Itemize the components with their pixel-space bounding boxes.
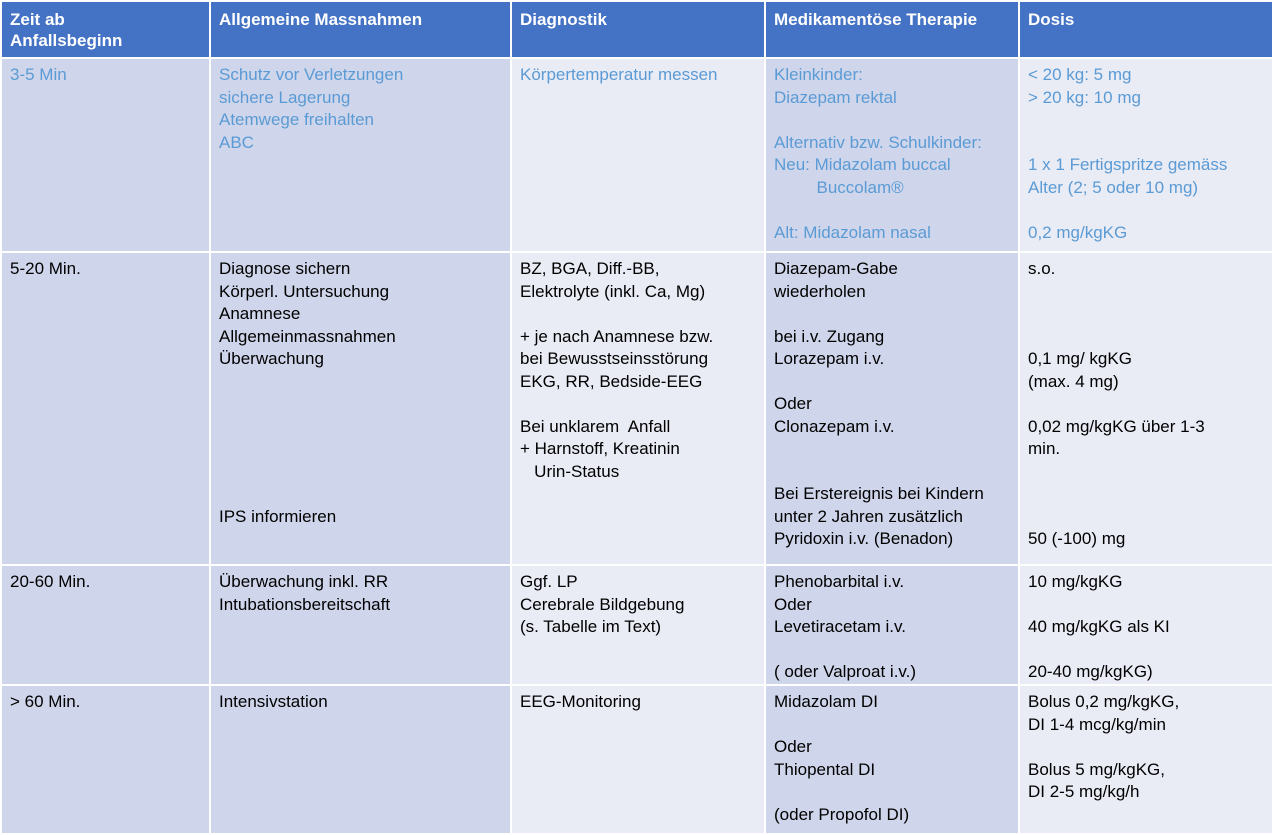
header-dose: Dosis	[1019, 1, 1272, 58]
cell-line: Kleinkinder:	[774, 65, 863, 84]
cell-line: Buccolam®	[774, 177, 904, 197]
cell-line: BZ, BGA, Diff.-BB,	[520, 259, 660, 278]
cell-line	[774, 109, 1010, 132]
cell-line	[1028, 639, 1264, 662]
cell-line: 3-5 Min	[10, 65, 67, 84]
cell-line	[1028, 326, 1264, 349]
cell-line: DI 2-5 mg/kg/h	[1028, 782, 1140, 801]
cell-line: 40 mg/kgKG als KI	[1028, 617, 1170, 636]
cell-line	[520, 393, 756, 416]
time-cell	[1, 685, 210, 834]
cell-line	[219, 371, 502, 394]
cell-line	[774, 781, 1010, 804]
cell-line: 20-60 Min.	[10, 572, 91, 591]
cell-line: EKG, RR, Bedside-EEG	[520, 371, 703, 391]
cell-line: unter 2 Jahren zusätzlich	[774, 506, 963, 526]
cell-line: (max. 4 mg)	[1028, 371, 1119, 391]
dose-cell	[1019, 685, 1272, 834]
cell-line: DI 1-4 mcg/kg/min	[1028, 714, 1166, 734]
cell-line	[520, 303, 756, 326]
cell-line: Urin-Status	[520, 461, 620, 481]
dose-cell	[1019, 252, 1272, 565]
cell-line	[1028, 303, 1264, 326]
cell-line: bei Bewusstseinsstörung	[520, 349, 709, 368]
cell-line: Atemwege freihalten	[219, 110, 374, 129]
time-cell	[1, 58, 210, 252]
cell-line: Diazepam-Gabe	[774, 259, 898, 278]
cell-line: Clonazepam i.v.	[774, 416, 895, 436]
cell-line	[219, 438, 502, 461]
cell-line	[219, 483, 502, 506]
cell-line: Schutz vor Verletzungen	[219, 65, 404, 84]
cell-line: + je nach Anamnese bzw.	[520, 326, 714, 346]
cell-line: > 60 Min.	[10, 692, 81, 711]
diagnostics-cell	[511, 685, 765, 834]
therapy-cell	[765, 685, 1019, 834]
cell-line: 10 mg/kgKG	[1028, 572, 1123, 591]
cell-line: Überwachung inkl. RR	[219, 572, 389, 591]
cell-line: < 20 kg: 5 mg	[1028, 65, 1132, 84]
header-measures: Allgemeine Massnahmen	[210, 1, 511, 58]
cell-line: (oder Propofol DI)	[774, 804, 910, 824]
cell-line: Diagnose sichern	[219, 259, 351, 278]
cell-line	[774, 714, 1010, 737]
cell-line: Überwachung	[219, 349, 324, 368]
dose-cell	[1019, 565, 1272, 685]
measures-cell	[210, 252, 511, 565]
cell-line: Lorazepam i.v.	[774, 349, 885, 368]
therapy-cell	[765, 58, 1019, 252]
cell-line: EEG-Monitoring	[520, 692, 641, 711]
cell-line: Elektrolyte (inkl. Ca, Mg)	[520, 281, 706, 301]
cell-line	[1028, 483, 1264, 506]
cell-line: Cerebrale Bildgebung	[520, 594, 685, 614]
cell-line: 1 x 1 Fertigspritze gemäss	[1028, 155, 1228, 174]
cell-line: Oder	[774, 394, 812, 413]
cell-line	[1028, 109, 1264, 132]
diagnostics-cell	[511, 565, 765, 685]
cell-line: wiederholen	[774, 281, 866, 301]
header-time: Zeit ab Anfallsbeginn	[1, 1, 210, 58]
cell-line	[774, 438, 1010, 461]
table-row	[1, 685, 1272, 834]
cell-line	[1028, 506, 1264, 529]
cell-line	[1028, 199, 1264, 222]
cell-line: bei i.v. Zugang	[774, 326, 885, 346]
cell-line: Oder	[774, 737, 812, 756]
header-row	[1, 1, 1272, 58]
cell-line: Levetiracetam i.v.	[774, 617, 906, 636]
cell-line	[774, 303, 1010, 326]
cell-line	[1028, 393, 1264, 416]
cell-line: Alternativ bzw. Schulkinder:	[774, 132, 982, 152]
cell-line: 50 (-100) mg	[1028, 529, 1126, 548]
time-cell	[1, 252, 210, 565]
cell-line: 20-40 mg/kgKG)	[1028, 662, 1153, 681]
cell-line: 0,2 mg/kgKG	[1028, 222, 1128, 242]
cell-line	[1028, 594, 1264, 617]
cell-line: Allgemeinmassnahmen	[219, 326, 396, 346]
cell-line: (s. Tabelle im Text)	[520, 617, 662, 636]
cell-line: Neu: Midazolam buccal	[774, 155, 951, 174]
cell-line: Ggf. LP	[520, 572, 578, 591]
cell-line: Körperl. Untersuchung	[219, 281, 390, 301]
cell-line: ( oder Valproat i.v.)	[774, 662, 917, 681]
cell-line: > 20 kg: 10 mg	[1028, 87, 1141, 107]
cell-line: Bei Erstereignis bei Kindern	[774, 484, 984, 503]
cell-line: Bei unklarem Anfall	[520, 416, 671, 436]
cell-line	[1028, 461, 1264, 484]
header-therapy: Medikamentöse Therapie	[765, 1, 1019, 58]
measures-cell	[210, 565, 511, 685]
measures-cell	[210, 58, 511, 252]
cell-line	[1028, 132, 1264, 155]
cell-line: ABC	[219, 132, 254, 152]
cell-line: Körpertemperatur messen	[520, 65, 718, 84]
diagnostics-cell	[511, 58, 765, 252]
cell-line	[219, 461, 502, 484]
cell-line	[774, 639, 1010, 662]
cell-line	[774, 199, 1010, 222]
cell-line	[1028, 736, 1264, 759]
cell-line: Midazolam DI	[774, 692, 878, 711]
cell-line: + Harnstoff, Kreatinin	[520, 439, 680, 458]
cell-line: Bolus 5 mg/kgKG,	[1028, 759, 1166, 779]
dose-cell	[1019, 58, 1272, 252]
cell-line: Pyridoxin i.v. (Benadon)	[774, 529, 954, 548]
cell-line: Thiopental DI	[774, 759, 876, 779]
header-diagnostics: Diagnostik	[511, 1, 765, 58]
table-row	[1, 58, 1272, 252]
cell-line: Bolus 0,2 mg/kgKG,	[1028, 692, 1180, 711]
cell-line: Oder	[774, 594, 812, 614]
time-cell	[1, 565, 210, 685]
table-row	[1, 565, 1272, 685]
cell-line: 5-20 Min.	[10, 259, 81, 278]
therapy-cell	[765, 252, 1019, 565]
cell-line: 0,1 mg/ kgKG	[1028, 349, 1132, 368]
cell-line	[774, 461, 1010, 484]
cell-line	[219, 416, 502, 439]
cell-line: s.o.	[1028, 259, 1056, 278]
cell-line: Phenobarbital i.v.	[774, 572, 905, 591]
cell-line	[774, 371, 1010, 394]
measures-cell	[210, 685, 511, 834]
cell-line: Intubationsbereitschaft	[219, 594, 391, 614]
cell-line	[1028, 281, 1264, 304]
cell-line: Anamnese	[219, 304, 301, 323]
therapy-cell	[765, 565, 1019, 685]
cell-line: Alter (2; 5 oder 10 mg)	[1028, 177, 1199, 197]
diagnostics-cell	[511, 252, 765, 565]
cell-line: 0,02 mg/kgKG über 1-3	[1028, 416, 1205, 436]
cell-line: Alt: Midazolam nasal	[774, 222, 931, 242]
table-row	[1, 252, 1272, 565]
cell-line	[219, 393, 502, 416]
cell-line: IPS informieren	[219, 506, 337, 526]
cell-line: min.	[1028, 439, 1061, 458]
cell-line: sichere Lagerung	[219, 87, 351, 107]
cell-line: Intensivstation	[219, 692, 328, 711]
cell-line: Diazepam rektal	[774, 87, 897, 107]
